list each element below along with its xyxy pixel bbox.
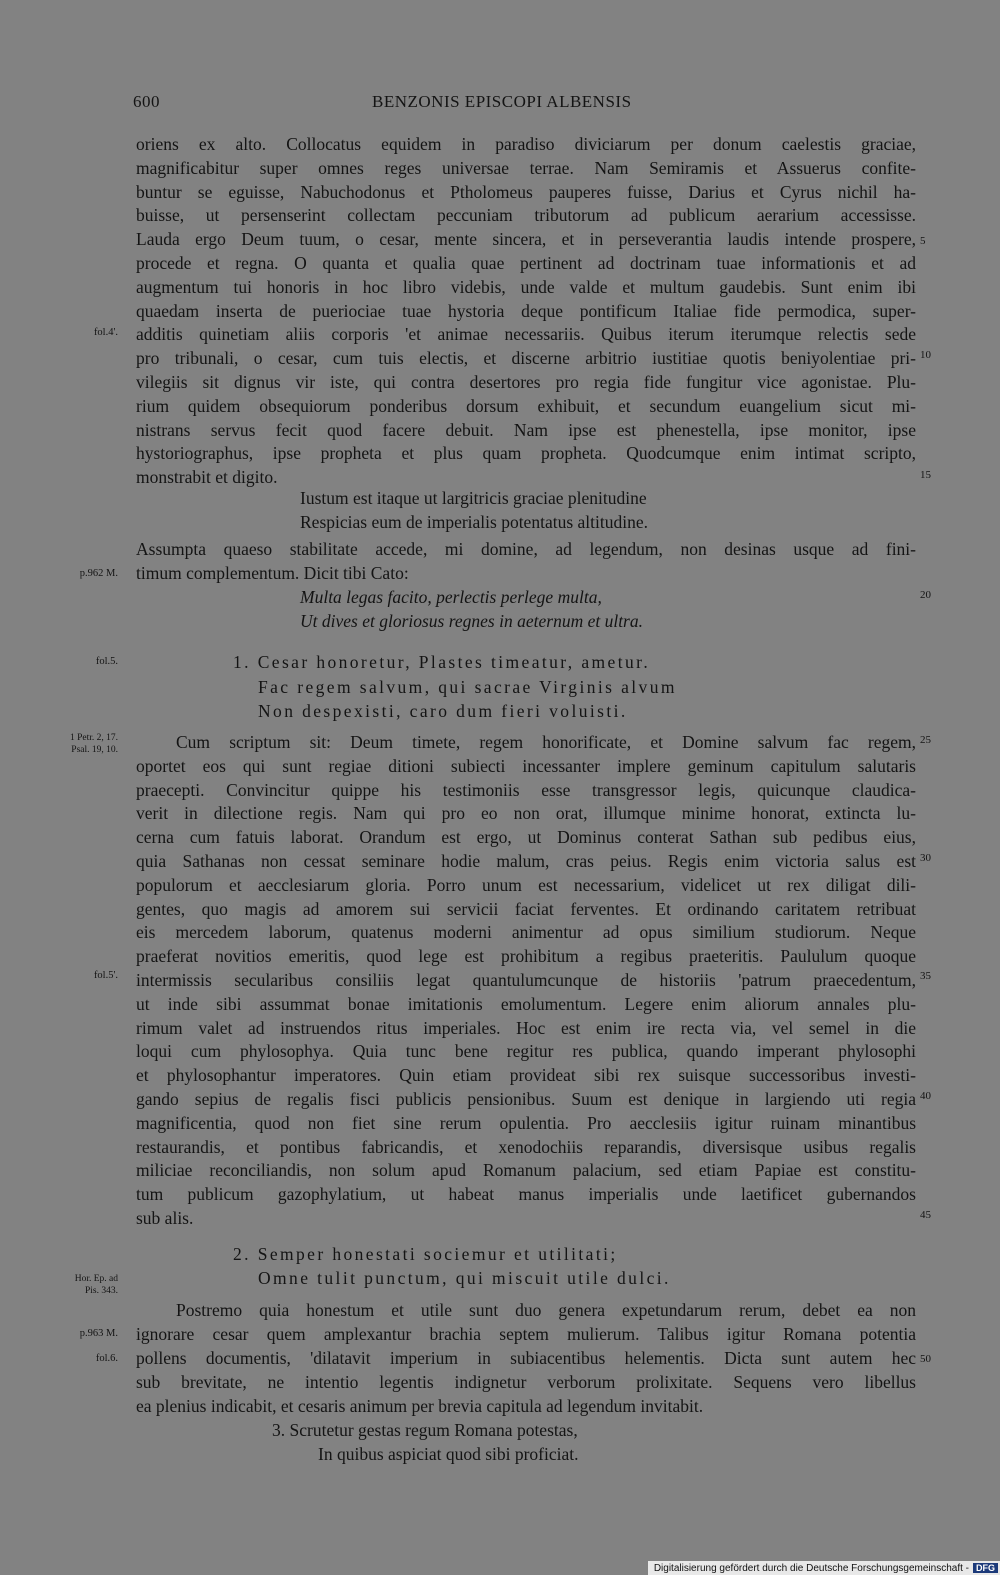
- text-line: 1. Cesar honoretur, Plastes timeatur, ametur.: [233, 652, 651, 672]
- footer-credit: [648, 1561, 1000, 1575]
- text-line: gando sepius de regalis fisci publicis pensionibus. Suum est denique in largiendo uti regia: [136, 1089, 916, 1109]
- text-line: et phylosophantur imperatores. Quin etiam provideat sibi rex suisque successoribus investi-: [136, 1065, 916, 1086]
- margin-page-ref: p.963 M.: [79, 1328, 118, 1339]
- line-number: 15: [920, 469, 931, 481]
- line-number: 20: [920, 589, 931, 601]
- line-number: 50: [920, 1353, 931, 1365]
- text-line: additis quinetiam aliis corporis 'et animae necessariis. Quibus iterum iterumque relectis sede: [136, 324, 916, 345]
- text-line: loqui cum phylosophya. Quia tunc bene regitur res publica, quando imperant phylosophi: [136, 1041, 916, 1062]
- line-number: 45: [920, 1209, 931, 1221]
- text-line: praeferat novitios emeritis, quod lege est prohibitum a regibus praeteritis. Paululum quoque: [136, 946, 916, 967]
- text-line: Ut dives et gloriosus regnes in aeternum et ultra.: [300, 611, 643, 631]
- margin-folio: fol.5'.: [93, 970, 118, 981]
- text-line: populorum et aecclesiarum gloria. Porro unum est necessarium, videlicet ut rex diligat dili-: [136, 874, 916, 895]
- text-line: ut inde sibi assummat bonae imitationis emolumentum. Legere enim aliorum annales plu-: [136, 993, 916, 1014]
- text-line: buntur se eguisse, Nabuchodonus et Ptholomeus pauperes fuisse, Darius et Cyrus nichil ha-: [136, 181, 916, 202]
- text-line: verit in dilectione regis. Nam qui pro eo non orat, illumque minime honorat, extincta lu-: [136, 803, 916, 824]
- page-number: 600: [133, 92, 160, 111]
- text-line: In quibus aspiciat quod sibi proficiat.: [318, 1444, 579, 1464]
- text-line: monstrabit et digito.: [136, 467, 278, 488]
- margin-folio: fol.4'.: [93, 327, 118, 338]
- footer-text: Digitalisierung gefördert durch die Deutsche Forschungsgemeinschaft -: [653, 1562, 969, 1574]
- text-line: augmentum tui honoris in hoc libro videbis, unde valde et multum gaudebis. Sunt enim ibi: [136, 276, 916, 297]
- text-line: Postremo quia honestum et utile sunt duo genera expetundarum rerum, debet ea non: [176, 1300, 916, 1320]
- text-line: Iustum est itaque ut largitricis graciae plenitudine: [300, 488, 647, 508]
- text-line: quia Sathanas non cessat seminare hodie malum, cras peius. Regis enim victoria salus est: [136, 851, 916, 871]
- margin-citation: Hor. Ep. ad: [74, 1274, 118, 1284]
- text-line: miliciae reconciliandis, non solum apud Romanum palacium, sed etiam Papiae est constitu-: [136, 1160, 916, 1181]
- text-line: Assumpta quaeso stabilitate accede, mi domine, ad legendum, non desinas usque ad fini-: [136, 539, 916, 559]
- text-line: gentes, quo magis ad amorem sui servicii faciat ferventes. Et ordinando caritatem retribuat: [136, 898, 916, 919]
- text-line: Non despexisti, caro dum fieri voluisti.: [258, 701, 628, 721]
- text-line: Lauda ergo Deum tuum, o cesar, mente sincera, et in perseverantia laudis intende prospere,: [136, 229, 916, 250]
- margin-page-ref: p.962 M.: [79, 568, 118, 579]
- text-line: rimum valet ad instruendos ritus imperiales. Hoc est enim ire recta via, vel semel in die: [136, 1017, 916, 1038]
- margin-citation: 1 Petr. 2, 17.: [69, 733, 118, 743]
- text-line: Omne tulit punctum, qui miscuit utile dulci.: [258, 1268, 671, 1288]
- line-number: 35: [920, 970, 931, 982]
- text-line: intermissis secularibus consiliis legat quantulumcunque de historiis 'patrum praecedentum,: [136, 970, 916, 990]
- text-line: quaedam inserta de pueriociae tuae hystoria deque pontificum Italiae fide permodica, super-: [136, 300, 916, 321]
- text-line: rium quidem obsequiorum ponderibus dorsum exhibuit, et secundum euangelium sicut mi-: [136, 395, 916, 416]
- text-line: procede et regna. O quanta et qualia quae pertinent ad doctrinam tuae informationis et ad: [136, 253, 916, 273]
- margin-citation: Pis. 343.: [85, 1286, 118, 1296]
- text-line: magnificabitur super omnes reges universae terrae. Nam Semiramis et Assuerus confite-: [136, 157, 916, 178]
- text-line: ignorare cesar quem amplexantur brachia septem mulierum. Talibus igitur Romana potentia: [136, 1324, 916, 1344]
- text-line: ea plenius indicabit, et cesaris animum per brevia capitula ad legendum invitabit.: [136, 1396, 704, 1416]
- text-line: cerna cum fatuis laborat. Orandum est ergo, ut Dominus conterat Sathan sub pedibus eius,: [136, 827, 916, 848]
- text-line: tum publicum gazophylatium, ut habeat manus imperialis unde laetificet gubernandos: [136, 1184, 916, 1205]
- margin-folio: fol.5.: [95, 656, 118, 667]
- text-line: sub brevitate, ne intentio legentis indignetur verborum prolixitate. Sequens vero libellus: [136, 1372, 916, 1392]
- line-number: 10: [920, 349, 931, 361]
- margin-folio: fol.6.: [95, 1353, 118, 1364]
- text-line: Fac regem salvum, qui sacrae Virginis alvum: [258, 677, 677, 697]
- text-line: 2. Semper honestati sociemur et utilitati;: [233, 1244, 618, 1264]
- text-line: vilegiis sit dignus vir iste, qui contra desertores pro regia fide fungitur vice agonistae. Plu-: [136, 372, 916, 392]
- text-line: Respicias eum de imperialis potentatus altitudine.: [300, 512, 648, 532]
- text-line: eis mercedem laborum, quatenus moderni animentur ad opus similium studiorum. Neque: [136, 922, 916, 943]
- line-number: 25: [920, 734, 931, 746]
- text-line: timum complementum. Dicit tibi Cato:: [136, 563, 409, 583]
- text-line: sub alis.: [136, 1208, 194, 1228]
- text-line: pollens documentis, 'dilatavit imperium in subiacentibus helementis. Dicta sunt autem hec: [136, 1348, 916, 1368]
- line-number: 30: [920, 852, 931, 864]
- text-line: nistrans servus fecit quod facere debuit. Nam ipse est phenestella, ipse monitor, ipse: [136, 419, 916, 440]
- text-line: Cum scriptum sit: Deum timete, regem honorificate, et Domine salvum fac regem,: [176, 732, 916, 752]
- running-title: BENZONIS EPISCOPI ALBENSIS: [372, 92, 632, 111]
- text-line: 3. Scrutetur gestas regum Romana potestas,: [272, 1420, 578, 1440]
- margin-citation: Psal. 19, 10.: [71, 745, 118, 755]
- line-number: 5: [920, 235, 926, 247]
- text-line: Multa legas facito, perlectis perlege multa,: [300, 587, 602, 607]
- text-line: oportet eos qui sunt regiae ditioni subiecti incessanter implere geminum capitulum salutaris: [136, 755, 916, 776]
- line-number: 40: [920, 1090, 931, 1102]
- text-line: restaurandis, et pontibus fabricandis, et xenodochiis reparandis, diversisque usibus regalis: [136, 1136, 916, 1157]
- text-line: hystoriographus, ipse propheta et plus quam propheta. Quodcumque enim intimat scripto,: [136, 443, 916, 464]
- text-line: praecepti. Convincitur quippe his testimoniis esse transgressor legis, quicunque claudica-: [136, 779, 916, 800]
- text-line: pro tribunali, o cesar, cum tuis electis, et discerne arbitrio iustitiae quotis beniyolentiae pri-: [136, 348, 916, 369]
- text-line: buisse, ut persenserint collectam peccuniam tributorum ad publicum aerarium accessisse.: [136, 205, 916, 226]
- dfg-logo: DFG: [973, 1563, 998, 1573]
- text-line: oriens ex alto. Collocatus equidem in paradiso diviciarum per donum caelestis graciae,: [136, 134, 916, 154]
- text-line: magnificentia, quod non fiet sine rerum opulentia. Pro aecclesiis igitur ruinam minantibus: [136, 1112, 916, 1133]
